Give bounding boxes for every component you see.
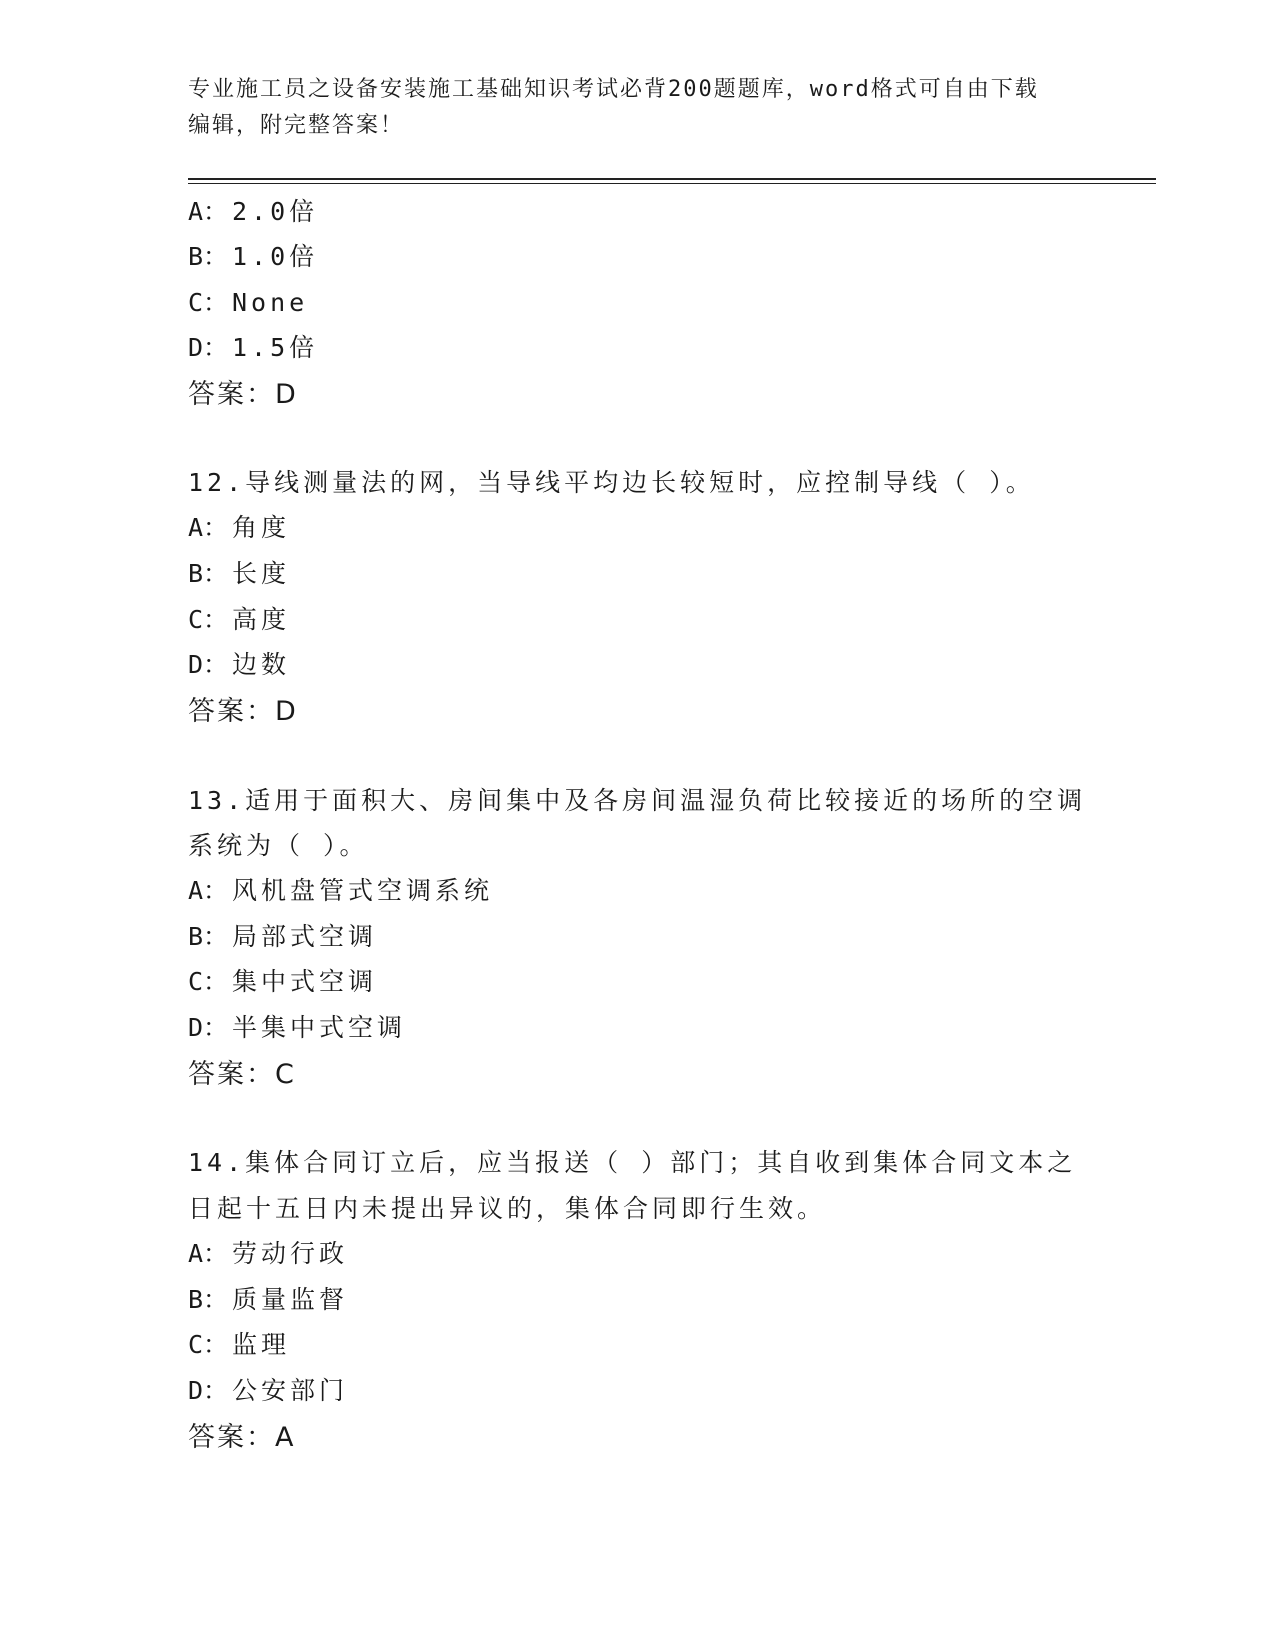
option-key: A： — [188, 513, 229, 542]
header-rule-thick — [188, 178, 1156, 180]
header-rule-thin — [188, 183, 1156, 184]
q14-option-a — [188, 1234, 348, 1270]
q13-question-line-2: 系统为（ ）。 — [188, 831, 369, 860]
option-text: 1.0倍 — [232, 242, 319, 271]
option-text: 2.0倍 — [232, 197, 319, 226]
option-key: B： — [188, 559, 229, 588]
q12-option-b — [188, 554, 290, 590]
document-header — [188, 72, 1088, 144]
option-text: 集中式空调 — [232, 967, 378, 996]
header-title-line-1: 专业施工员之设备安装施工基础知识考试必背200题题库，word格式可自由下载 — [188, 77, 1039, 102]
q13-question-line-1: 13.适用于面积大、房间集中及各房间温湿负荷比较接近的场所的空调 — [188, 786, 1087, 815]
option-text: 监理 — [232, 1330, 291, 1359]
q12-option-d — [188, 645, 290, 681]
option-key: B： — [188, 922, 229, 951]
option-text: 局部式空调 — [232, 922, 378, 951]
option-key: B： — [188, 1285, 229, 1314]
q13-option-c — [188, 962, 377, 998]
option-key: C： — [188, 1330, 229, 1359]
option-key: B： — [188, 242, 229, 271]
q11-option-b — [188, 237, 318, 273]
header-title-line-2: 编辑，附完整答案！ — [188, 113, 405, 138]
q11-option-a — [188, 192, 318, 228]
q11-option-c — [188, 283, 308, 319]
option-key: A： — [188, 876, 229, 905]
q13-option-d — [188, 1008, 406, 1044]
option-text: None — [232, 288, 309, 317]
q12-question: 12.导线测量法的网，当导线平均边长较短时，应控制导线（ ）。 — [188, 468, 1035, 497]
q13-option-b — [188, 917, 377, 953]
option-key: A： — [188, 1239, 229, 1268]
q11-option-d — [188, 328, 318, 364]
option-key: D： — [188, 650, 229, 679]
q11-answer: 答案：D — [188, 379, 298, 410]
option-text: 公安部门 — [232, 1376, 349, 1405]
option-key: D： — [188, 333, 229, 362]
option-text: 劳动行政 — [232, 1239, 349, 1268]
q12-answer: 答案：D — [188, 696, 298, 727]
option-key: C： — [188, 605, 229, 634]
q14-option-c — [188, 1325, 290, 1361]
option-key: D： — [188, 1013, 229, 1042]
option-text: 角度 — [232, 513, 291, 542]
option-text: 半集中式空调 — [232, 1013, 407, 1042]
option-key: C： — [188, 288, 229, 317]
q12-option-c — [188, 600, 290, 636]
option-text: 长度 — [232, 559, 291, 588]
q14-option-d — [188, 1371, 348, 1407]
q14-option-b — [188, 1280, 348, 1316]
q13-answer: 答案：C — [188, 1059, 296, 1090]
option-text: 边数 — [232, 650, 291, 679]
option-key: C： — [188, 967, 229, 996]
q14-question-line-1: 14.集体合同订立后，应当报送（ ）部门；其自收到集体合同文本之 — [188, 1148, 1077, 1177]
option-text: 高度 — [232, 605, 291, 634]
q14-question-line-2: 日起十五日内未提出异议的，集体合同即行生效。 — [188, 1194, 827, 1223]
q13-option-a — [188, 871, 493, 907]
option-key: D： — [188, 1376, 229, 1405]
option-text: 风机盘管式空调系统 — [232, 876, 494, 905]
q14-answer: 答案：A — [188, 1422, 296, 1453]
q12-option-a — [188, 508, 290, 544]
option-text: 1.5倍 — [232, 333, 319, 362]
option-text: 质量监督 — [232, 1285, 349, 1314]
option-key: A： — [188, 197, 229, 226]
